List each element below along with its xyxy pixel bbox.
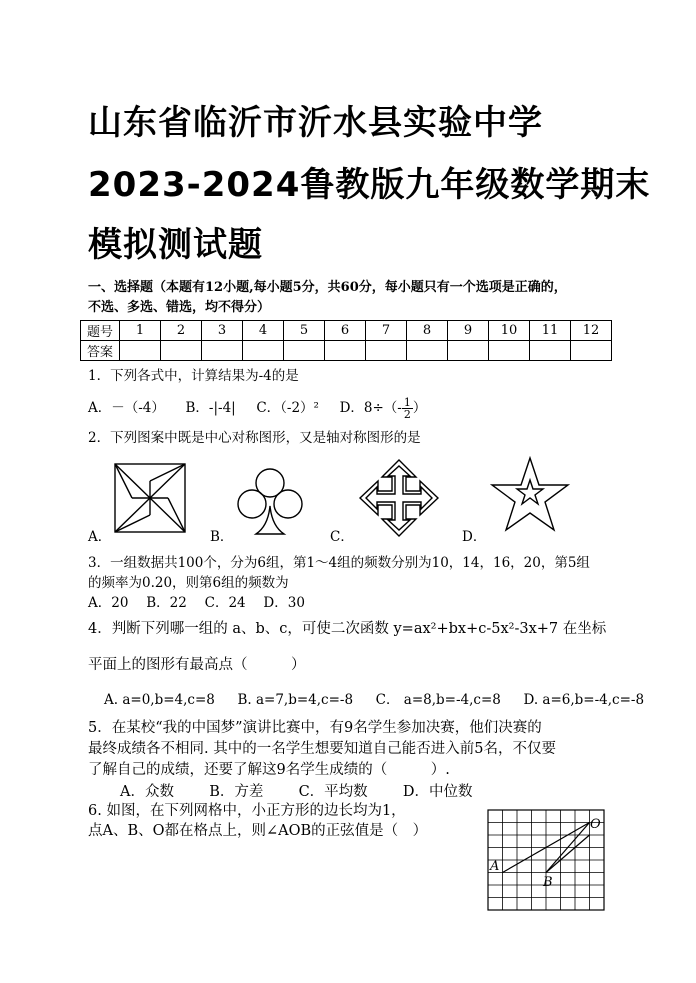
table-cell-number: 10 [489, 321, 530, 341]
answer-cell[interactable] [243, 341, 284, 361]
question-2-option-b-label: B． [210, 529, 234, 545]
page-title-line-1: 山东省临沂市沂水县实验中学 [88, 103, 543, 143]
question-3-options: A．20 B．22 C．24 D．30 [88, 595, 305, 611]
answer-cell[interactable] [489, 341, 530, 361]
answer-cell[interactable] [284, 341, 325, 361]
question-4-stem-line-1: 4．判断下列哪一组的 a、b、c，可使二次函数 y=ax²+bx+c-5x²-3x+7 在坐标 [88, 621, 607, 637]
fraction-numerator: 1 [403, 396, 411, 409]
four-arrows-figure [356, 458, 442, 538]
question-1-option-c: C．（-2）² [256, 400, 319, 416]
table-cell-number: 4 [243, 321, 284, 341]
question-4-options [104, 688, 644, 708]
point-b-label: B [543, 875, 553, 890]
question-2-stem: 2．下列图案中既是中心对称图形，又是轴对称图形的是 [88, 430, 421, 446]
question-1-options [88, 396, 426, 420]
question-5-stem-line-1: 5．在某校“我的中国梦”演讲比赛中，有9名学生参加决赛，他们决赛的 [88, 720, 542, 736]
answer-cell[interactable] [448, 341, 489, 361]
question-2-option-d-label: D． [462, 529, 487, 545]
question-1-stem: 1．下列各式中，计算结果为-4的是 [88, 368, 299, 384]
answer-cell[interactable] [407, 341, 448, 361]
table-cell-number: 11 [530, 321, 571, 341]
question-4-option-a: A. a=0,b=4,c=8 [104, 692, 215, 708]
question-6-stem-line-2: 点A、B、O都在格点上，则∠AOB的正弦值是（ ） [88, 823, 428, 839]
question-1-option-b: B．-|-4| [185, 400, 236, 416]
question-1-option-d-prefix: D．8÷（- [339, 400, 402, 416]
question-1-option-d-suffix: ） [412, 400, 427, 416]
club-figure [232, 466, 308, 538]
star-figure [488, 456, 572, 536]
table-cell-number: 2 [161, 321, 202, 341]
fraction-one-half [402, 397, 413, 420]
answer-table-answer-row [81, 341, 612, 361]
fraction-denominator: 2 [403, 408, 411, 421]
question-2-option-a-label: A． [88, 529, 112, 545]
answer-table-number-row [81, 321, 612, 341]
answer-cell[interactable] [366, 341, 407, 361]
question-5-stem-line-2: 最终成绩各不相同. 其中的一名学生想要知道自己能否进入前5名，不仅要 [88, 741, 556, 757]
question-5-option-a: A．众数 [120, 784, 174, 800]
answer-cell[interactable] [571, 341, 612, 361]
table-cell-number: 3 [202, 321, 243, 341]
question-5-option-c: C．平均数 [298, 784, 368, 800]
question-5-option-d: D．中位数 [402, 784, 473, 800]
table-cell-number: 7 [366, 321, 407, 341]
table-cell-number: 5 [284, 321, 325, 341]
section-heading-line-2: 不选、多选、错选，均不得分） [88, 300, 271, 315]
table-cell-number: 1 [120, 321, 161, 341]
question-1-option-d [339, 396, 427, 421]
table-header-answer: 答案 [81, 341, 120, 361]
answer-cell[interactable] [325, 341, 366, 361]
question-4-option-d: D. a=6,b=-4,c=-8 [523, 692, 645, 708]
pinwheel-figure [110, 460, 190, 536]
question-3-stem-line-2: 的频率为0.20，则第6组的频数为 [88, 575, 289, 591]
answer-cell[interactable] [161, 341, 202, 361]
question-2-option-c-label: C． [330, 529, 354, 545]
answer-cell[interactable] [530, 341, 571, 361]
question-1-option-a: A．－（-4） [88, 400, 165, 416]
table-cell-number: 8 [407, 321, 448, 341]
page-title-line-3: 模拟测试题 [88, 225, 263, 265]
question-4-stem-line-2: 平面上的图形有最高点（ ） [88, 657, 306, 673]
question-6-stem-line-1: 6. 如图，在下列网格中，小正方形的边长均为1， [88, 803, 406, 819]
grid-figure [480, 806, 610, 914]
table-cell-number: 12 [571, 321, 612, 341]
page-title-line-2: 2023-2024鲁教版九年级数学期末 [88, 165, 651, 205]
table-cell-number: 9 [448, 321, 489, 341]
answer-cell[interactable] [120, 341, 161, 361]
point-a-label: A [490, 859, 500, 874]
question-4-option-b: B. a=7,b=4,c=-8 [237, 692, 354, 708]
question-3-stem-line-1: 3．一组数据共100个，分为6组，第1～4组的频数分别为10，14，16，20，第5组 [88, 555, 590, 571]
table-cell-number: 6 [325, 321, 366, 341]
question-4-option-c: C． a=8,b=-4,c=8 [375, 692, 501, 708]
point-o-label: O [590, 817, 601, 832]
answer-cell[interactable] [202, 341, 243, 361]
answer-table [80, 320, 612, 361]
question-5-option-b: B．方差 [209, 784, 264, 800]
section-heading-line-1: 一、选择题（本题有12小题,每小题5分，共60分，每小题只有一个选项是正确的， [88, 280, 567, 295]
question-5-stem-line-3: 了解自己的成绩，还要了解这9名学生成绩的（ ）. [88, 762, 450, 778]
question-5-options [120, 780, 473, 801]
table-header-question-number: 题号 [81, 321, 120, 341]
